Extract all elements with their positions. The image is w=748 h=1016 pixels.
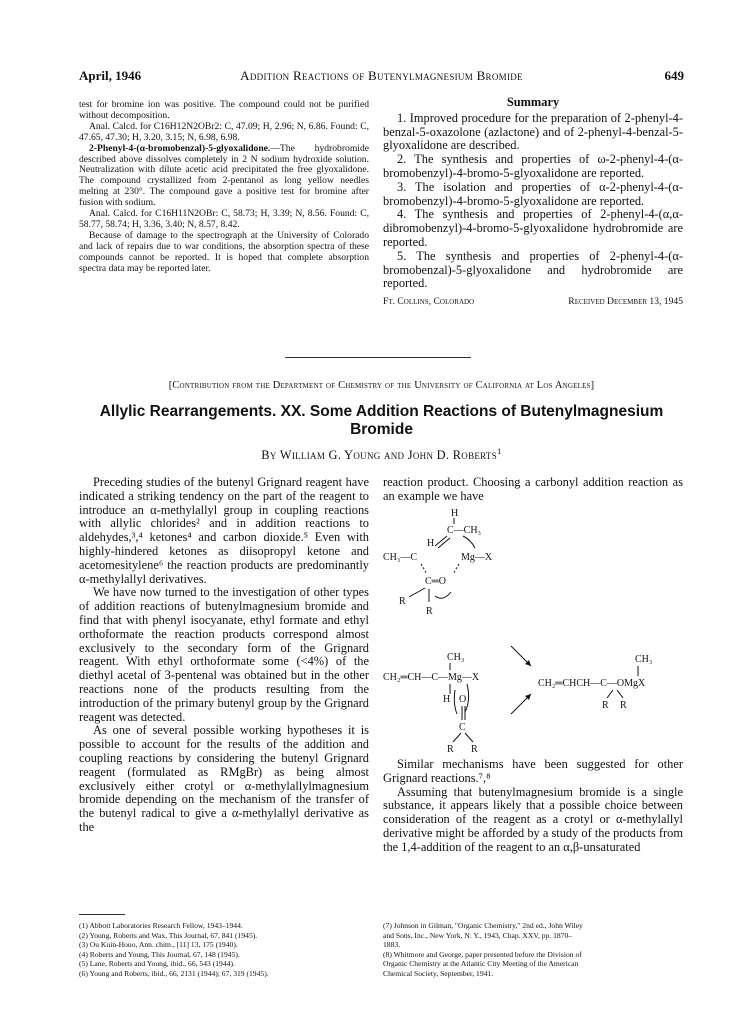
product-R-2: R bbox=[620, 700, 627, 711]
lower-R-1: R bbox=[447, 744, 454, 755]
lower-O: O bbox=[459, 694, 467, 705]
summary-item-1: 1. Improved procedure for the preparation of 2-phenyl-4-benzal-5-oxazolone (azlactone) and of 2-phenyl-4-benzal-5-glyoxalidone are described. bbox=[383, 110, 683, 153]
product-CH3: CH₃ bbox=[635, 654, 653, 665]
body-right-column-top bbox=[383, 476, 683, 504]
diagram-R-1: R bbox=[399, 596, 406, 607]
body-right-para-2: Similar mechanisms have been suggested for other Grignard reactions.⁷,⁸ bbox=[383, 757, 683, 785]
footnote-3: (3) Ou Kuin-Houo, Ann. chim., [11] 13, 175 (1940). bbox=[79, 940, 238, 950]
lower-C: C bbox=[459, 722, 466, 733]
footnote-7-line-1: (7) Johnson in Gilman, "Organic Chemistry," 2nd ed., John Wiley bbox=[383, 921, 583, 930]
bond-dashed-2 bbox=[453, 564, 459, 574]
footnote-8-line-2: Organic Chemistry at the Atlantic City Meeting of the American bbox=[383, 959, 579, 969]
diagram-H-2: H bbox=[427, 538, 435, 549]
product-formula: CH₂═CHCH—C—OMgX bbox=[538, 678, 646, 689]
diagram-C-CH3: C—CH₃ bbox=[447, 525, 482, 536]
footnote-1: (1) Abbott Laboratories Research Fellow, 1943–1944. bbox=[79, 921, 243, 930]
footnote-5: (5) Lane, Roberts and Young, ibid., 66, 543 (1944). bbox=[79, 959, 235, 969]
bond-R1 bbox=[409, 588, 425, 597]
body-para-2: We have now turned to the investigation of other types of addition reactions of butenylmagnesium bromide and find that with phenyl isocyanate, ethyl formate and ethyl orthoformate the reaction products correspond almost exclusively to the secondary form of the Grignard reagent. With ethyl orthoformate some (<4%) of the diethyl acetal of 3-pentenal was obtained but in the other reactions none of the products resulting from the introduction of the primary butenyl group by the Grignard reagent was detected. bbox=[79, 585, 369, 724]
product-bond-R1 bbox=[607, 690, 613, 698]
compound-description: —The hydrobromide described above dissolves completely in 2 N sodium hydroxide solution. Neutralization with dilute acetic acid precipitated the free glyoxalidone. The compound crystallized from 2-pentanol as long yellow needles melting at 230°. The compound gave a positive test for bromine after fusion with sodium. bbox=[79, 142, 369, 209]
para-bromine-test: test for bromine ion was positive. The compound could not be purified without decomposition. bbox=[79, 99, 369, 121]
summary-item-5: 5. The synthesis and properties of 2-phenyl-4-(α-bromobenzal)-5-glyoxalidone and hydrobromide are reported. bbox=[383, 248, 683, 291]
experimental-continuation bbox=[79, 100, 369, 275]
header-title: Addition Reactions of Butenylmagnesium Bromide bbox=[240, 68, 523, 83]
body-para-1: Preceding studies of the butenyl Grignard reagent have indicated a striking tendency on the part of the reagent to introduce an α-methylallyl group in coupling reactions with allylic chlorides² and in addition reactions to aldehydes,³,⁴ ketones⁴ and carbon dioxide.⁵ Even with highly-hindered ketones as diisopropyl ketone and acetomesitylene⁶ the reaction products are predominantly α-methylallyl derivatives. bbox=[79, 475, 369, 586]
para-spectra-note: Because of damage to the spectrograph at the University of Colorado and lack of repairs due to war conditions, the absorption spectra of these compounds cannot be reported. It is hoped that complete absorption spectra data may be reported later. bbox=[79, 229, 369, 274]
bond-dashed-1 bbox=[421, 564, 427, 574]
contribution-line: [Contribution from the Department of Chemistry of the University of California at Los Angeles] bbox=[168, 380, 595, 391]
body-left-column bbox=[79, 476, 369, 835]
authors-line bbox=[79, 445, 684, 463]
body-right-para-3: Assuming that butenylmagnesium bromide is a single substance, it appears likely that a possible choice between consideration of the reagent as a crotyl or α-methylallyl derivative might be afforded by a study of the products from the 1,4-addition of the reagent to an α,β-unsaturated bbox=[383, 784, 683, 854]
footnote-8-line-1: (8) Whitmore and George, paper presented before the Division of bbox=[383, 949, 582, 959]
lower-H: H bbox=[443, 694, 451, 705]
summary-section bbox=[383, 96, 683, 309]
authors-names: By William G. Young and John D. Roberts bbox=[261, 448, 498, 462]
running-header bbox=[79, 68, 684, 84]
signoff-place: Ft. Collins, Colorado bbox=[383, 296, 475, 308]
lower-bond-R1 bbox=[453, 733, 461, 742]
product-bond-R2 bbox=[617, 690, 623, 698]
summary-item-3: 3. The isolation and properties of α-2-phenyl-4-(α-bromobenzyl)-4-bromo-5-glyoxalidone are reported. bbox=[383, 179, 683, 208]
summary-heading: Summary bbox=[506, 95, 560, 109]
body-right-para-1: reaction product. Choosing a carbonyl addition reaction as an example we have bbox=[383, 475, 683, 503]
para-glyoxalidone bbox=[79, 144, 369, 209]
para-analysis-1: Anal. Calcd. for C16H12N2OBr2: C, 47.09; H, 2.96; N, 6.86. Found: C, 47.65, 47.30; H, 3.20, 3.15; N, 6.98, 6.98. bbox=[79, 120, 369, 143]
summary-item-2: 2. The synthesis and properties of ω-2-phenyl-4-(α-bromobenzyl)-4-bromo-5-glyoxalidone are reported. bbox=[383, 152, 683, 180]
footnote-4: (4) Roberts and Young, This Journal, 67, 148 (1945). bbox=[79, 949, 240, 959]
product-R-1: R bbox=[602, 700, 609, 711]
lower-R-2: R bbox=[471, 744, 478, 755]
lower-CH3: CH₃ bbox=[447, 652, 465, 663]
header-date: April, 1946 bbox=[79, 68, 142, 83]
bond-double-1 bbox=[435, 536, 447, 546]
compound-heading: 2-Phenyl-4-(α-bromobenzal)-5-glyoxalidone. bbox=[89, 142, 271, 154]
diagram-Mg-X: Mg—X bbox=[461, 552, 493, 563]
lower-chain: CH₂═CH—C—Mg—X bbox=[383, 672, 480, 683]
section-divider bbox=[285, 357, 471, 358]
footnotes-right bbox=[383, 921, 683, 979]
footnotes-left bbox=[79, 921, 369, 979]
footnote-6: (6) Young and Roberts, ibid., 66, 2131 (1944); 67, 319 (1945). bbox=[79, 968, 269, 978]
body-right-column-bottom bbox=[383, 758, 683, 855]
lower-arrow-curve-1 bbox=[454, 690, 457, 714]
article-title: Allylic Rearrangements. XX. Some Addition Reactions of Butenylmagnesium Bromide bbox=[99, 403, 664, 438]
signoff-received: Received December 13, 1945 bbox=[568, 296, 683, 308]
authors-footnote-mark: 1 bbox=[497, 445, 502, 456]
body-para-3: As one of several possible working hypotheses it is possible to account for the results of the addition and coupling reactions by considering the butenyl Grignard reagent (formulated as RMgBr) as being almost exclusively either crotyl or α-methylallylmagnesium bromide depending on the mechanism of the transfer of the butenyl radical to give a α-methylallyl derivative as the bbox=[79, 723, 369, 834]
diagram-CH3-C: CH₃—C bbox=[383, 552, 418, 563]
arrow-curve-1 bbox=[463, 536, 475, 548]
arrow-curve-2 bbox=[435, 592, 451, 598]
footnote-8-line-3: Chemical Society, September, 1941. bbox=[383, 968, 494, 978]
signoff bbox=[383, 295, 683, 309]
summary-item-4: 4. The synthesis and properties of 2-phenyl-4-(α,α-dibromobenzyl)-4-bromo-5-glyoxalidone hydrobromide are reported. bbox=[383, 207, 683, 249]
footnote-2: (2) Young, Roberts and Wax, This Journal, 67, 841 (1945). bbox=[79, 930, 258, 940]
bond-double-2 bbox=[438, 538, 450, 548]
diagram-H-top: H bbox=[451, 508, 459, 519]
lower-bond-R2 bbox=[465, 733, 473, 742]
diagram-R-2: R bbox=[426, 606, 433, 617]
footnote-7-line-3: 1883. bbox=[383, 940, 401, 950]
footnote-divider bbox=[79, 914, 125, 915]
page-number: 649 bbox=[664, 68, 684, 83]
para-analysis-2: Anal. Calcd. for C16H11N2OBr: C, 58.73; H, 3.39; N, 8.56. Found: C, 58.77, 58.74; H, 3.36, 3.40; N, 8.57, 8.42. bbox=[79, 208, 369, 230]
diagram-C-O: C═O bbox=[425, 576, 446, 587]
footnote-7-line-2: and Sons, Inc., New York, N. Y., 1943, Chap. XXV, pp. 1870– bbox=[383, 930, 573, 940]
